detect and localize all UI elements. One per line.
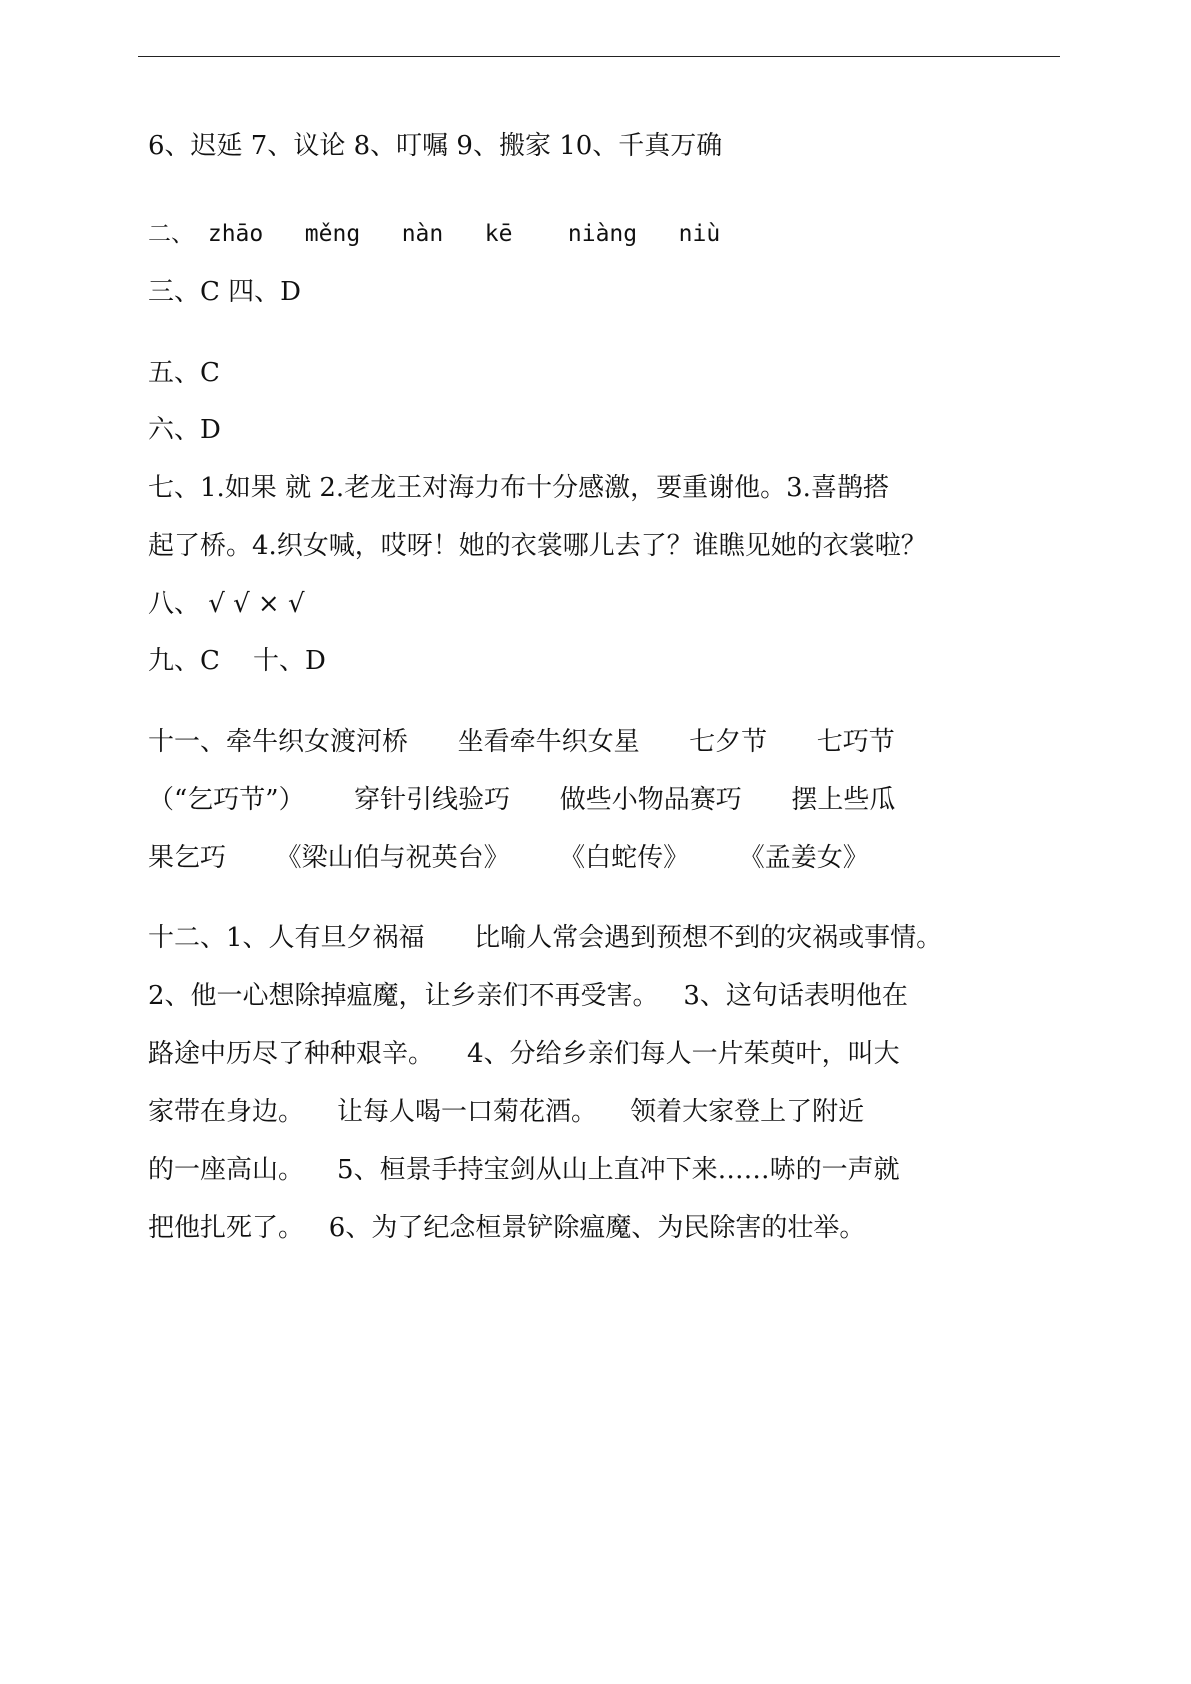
answer-line-8: 八、 √ √ × √ xyxy=(148,589,305,619)
answer-line-vocab-6-10: 6、迟延 7、议论 8、叮嘱 9、搬家 10、千真万确 xyxy=(148,131,723,161)
answer-line-12-part4: 家带在身边。 让每人喝一口菊花酒。 领着大家登上了附近 xyxy=(148,1097,865,1127)
answer-line-9-10: 九、C 十、D xyxy=(148,646,326,676)
answer-line-3-4: 三、C 四、D xyxy=(148,277,302,307)
answer-line-12-part6: 把他扎死了。 6、为了纪念桓景铲除瘟魔、为民除害的壮举。 xyxy=(148,1213,866,1243)
answer-line-11-part3: 果乞巧 《梁山伯与祝英台》 《白蛇传》 《孟姜女》 xyxy=(148,843,869,873)
answer-line-11-part2: （“乞巧节”） 穿针引线验巧 做些小物品赛巧 摆上些瓜 xyxy=(148,785,896,815)
header-rule xyxy=(138,56,1060,57)
answer-line-2-pinyin: 二、 zhāo měng nàn kē niàng niù xyxy=(148,221,721,247)
answer-line-7-part1: 七、1.如果 就 2.老龙王对海力布十分感激，要重谢他。3.喜鹊搭 xyxy=(148,473,889,503)
answer-line-6: 六、D xyxy=(148,415,221,445)
answer-line-11-part1: 十一、牵牛织女渡河桥 坐看牵牛织女星 七夕节 七巧节 xyxy=(148,727,895,757)
answer-line-12-part5: 的一座高山。 5、桓景手持宝剑从山上直冲下来……哧的一声就 xyxy=(148,1155,900,1185)
answer-line-12-part3: 路途中历尽了种种艰辛。 4、分给乡亲们每人一片茱萸叶，叫大 xyxy=(148,1039,900,1069)
answer-line-12-part2: 2、他一心想除掉瘟魔，让乡亲们不再受害。 3、这句话表明他在 xyxy=(148,981,908,1011)
answer-line-7-part2: 起了桥。4.织女喊，哎呀！她的衣裳哪儿去了？谁瞧见她的衣裳啦？ xyxy=(148,531,927,561)
answer-line-12-part1: 十二、1、人有旦夕祸福 比喻人常会遇到预想不到的灾祸或事情。 xyxy=(148,923,943,953)
answer-line-5: 五、C xyxy=(148,358,220,388)
